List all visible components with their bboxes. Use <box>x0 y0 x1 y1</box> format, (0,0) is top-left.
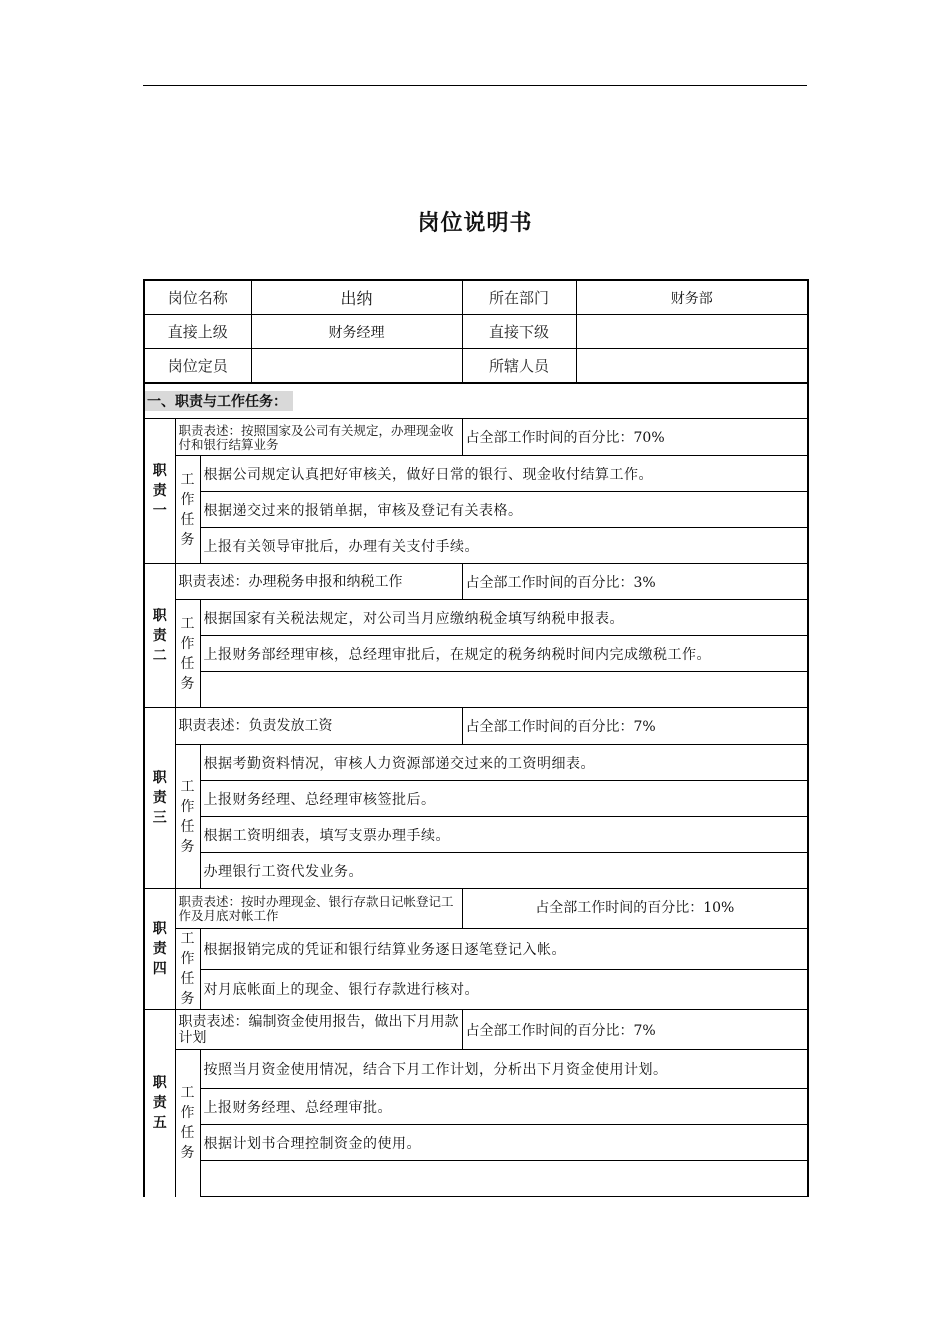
duty-5-task-row <box>144 1125 808 1161</box>
duty-1-task-row <box>144 528 808 564</box>
headcount-label: 岗位定员 <box>144 349 251 384</box>
supervisor-label: 直接上级 <box>144 315 251 349</box>
duty-2-task-2: 上报财务部经理审核，总经理审批后，在规定的税务纳税时间内完成缴税工作。 <box>200 636 808 672</box>
subordinate-label: 直接下级 <box>462 315 576 349</box>
duty-5-percent: 占全部工作时间的百分比：7% <box>462 1010 808 1050</box>
department-label: 所在部门 <box>462 280 576 315</box>
duty-3-percent: 占全部工作时间的百分比：7% <box>462 708 808 745</box>
duty-2-desc-row <box>144 564 808 600</box>
duty-3-task-row <box>144 781 808 817</box>
duty-5-label: 职 责 五 <box>144 1010 175 1197</box>
staff-label: 所辖人员 <box>462 349 576 384</box>
duty-1-task-1: 根据公司规定认真把好审核关，做好日常的银行、现金收付结算工作。 <box>200 456 808 492</box>
duty-5-task-3: 根据计划书合理控制资金的使用。 <box>200 1125 808 1161</box>
duty-1-task-row <box>144 456 808 492</box>
duty-1-description: 职责表述：按照国家及公司有关规定，办理现金收付和银行结算业务 <box>175 419 462 456</box>
duty-2-task-row <box>144 600 808 636</box>
duty-3-task-2: 上报财务经理、总经理审核签批后。 <box>200 781 808 817</box>
subordinate-value <box>576 315 808 349</box>
duty-1-desc-row <box>144 419 808 456</box>
supervisor-value: 财务经理 <box>251 315 462 349</box>
duty-3-task-3: 根据工资明细表，填写支票办理手续。 <box>200 817 808 853</box>
header-row-2 <box>144 315 808 349</box>
duty-5-task-2: 上报财务经理、总经理审批。 <box>200 1089 808 1125</box>
duty-5-task-1: 按照当月资金使用情况，结合下月工作计划，分析出下月资金使用计划。 <box>200 1050 808 1089</box>
duty-3-label: 职 责 三 <box>144 708 175 889</box>
duty-3-task-4: 办理银行工资代发业务。 <box>200 853 808 889</box>
duty-5-task-4 <box>200 1161 808 1197</box>
duty-3-description: 职责表述：负责发放工资 <box>175 708 462 745</box>
duty-4-percent: 占全部工作时间的百分比：10% <box>462 889 808 929</box>
duty-2-task-row <box>144 636 808 672</box>
duty-4-task-row <box>144 929 808 970</box>
duty-4-task-1: 根据报销完成的凭证和银行结算业务逐日逐笔登记入帐。 <box>200 929 808 970</box>
section-row <box>144 383 808 419</box>
duty-4-label: 职 责 四 <box>144 889 175 1010</box>
duty-5-desc-row <box>144 1010 808 1050</box>
duty-2-task-1: 根据国家有关税法规定，对公司当月应缴纳税金填写纳税申报表。 <box>200 600 808 636</box>
duty-5-description: 职责表述：编制资金使用报告，做出下月用款计划 <box>175 1010 462 1050</box>
duty-3-task-row <box>144 853 808 889</box>
duty-2-label: 职 责 二 <box>144 564 175 708</box>
job-description-table <box>143 279 809 1197</box>
header-row-1 <box>144 280 808 315</box>
department-value: 财务部 <box>576 280 808 315</box>
duty-2-task-row <box>144 672 808 708</box>
duty-2-task-label: 工 作 任 务 <box>175 600 200 708</box>
headcount-value <box>251 349 462 384</box>
duty-3-task-row <box>144 817 808 853</box>
header-rule <box>143 85 807 86</box>
duty-1-task-2: 根据递交过来的报销单据，审核及登记有关表格。 <box>200 492 808 528</box>
duty-1-percent: 占全部工作时间的百分比：70% <box>462 419 808 456</box>
staff-value <box>576 349 808 384</box>
duty-4-desc-row <box>144 889 808 929</box>
duty-1-task-3: 上报有关领导审批后，办理有关支付手续。 <box>200 528 808 564</box>
page-title: 岗位说明书 <box>417 211 533 236</box>
duty-5-task-row <box>144 1161 808 1197</box>
duty-4-description: 职责表述：按时办理现金、银行存款日记帐登记工作及月底对帐工作 <box>175 889 462 929</box>
duty-5-task-row <box>144 1050 808 1089</box>
duty-3-task-label: 工 作 任 务 <box>175 745 200 889</box>
duty-4-task-label: 工 作 任 务 <box>175 929 200 1010</box>
duty-2-percent: 占全部工作时间的百分比：3% <box>462 564 808 600</box>
header-row-3 <box>144 349 808 384</box>
duty-2-description: 职责表述：办理税务申报和纳税工作 <box>175 564 462 600</box>
duty-1-label: 职 责 一 <box>144 419 175 564</box>
position-name-label: 岗位名称 <box>144 280 251 315</box>
position-name-value: 出纳 <box>251 280 462 315</box>
duty-3-task-1: 根据考勤资料情况，审核人力资源部递交过来的工资明细表。 <box>200 745 808 781</box>
duty-5-task-label: 工 作 任 务 <box>175 1050 200 1197</box>
duty-3-desc-row <box>144 708 808 745</box>
duty-4-task-row <box>144 969 808 1010</box>
duty-4-task-2: 对月底帐面上的现金、银行存款进行核对。 <box>200 969 808 1010</box>
duty-3-task-row <box>144 745 808 781</box>
duty-5-task-row <box>144 1089 808 1125</box>
duty-1-task-label: 工 作 任 务 <box>175 456 200 564</box>
section-title: 一、职责与工作任务： <box>145 391 293 411</box>
duty-1-task-row <box>144 492 808 528</box>
duty-2-task-3 <box>200 672 808 708</box>
